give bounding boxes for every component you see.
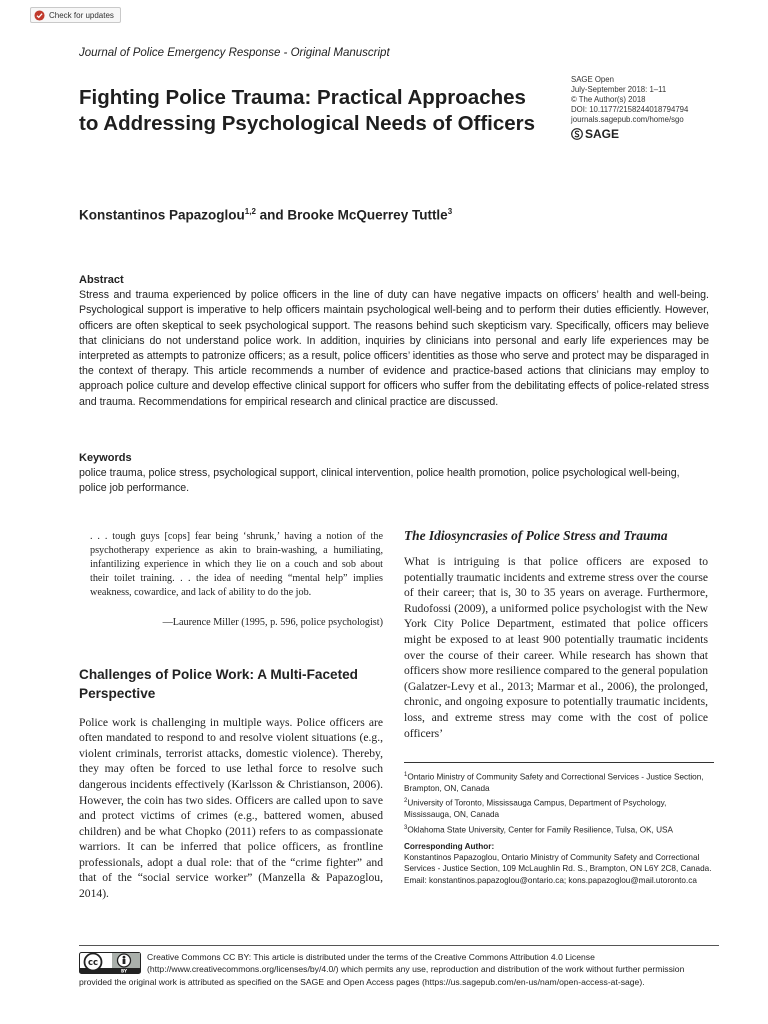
body-paragraph: Police work is challenging in multiple ways. Police officers are often mandated to respond to and resolve violent situations (e.g., violent criminals, terrorist attacks, domestic violence). Thereby, they may often be forced to use lethal force to resolve such dangerous incidents effectively (Karlsson & Christianson, 2006). However, the coin has two sides. Officers are called upon to save and protect victims of crimes (e.g., battered women, abused children) and be what Chopko (2011) refers to as compassionate warriors. It can be inferred that police officers, as frontline professionals, adopt a dual role: that of the “crime fighter” and that of the “social service worker” (Manzella & Papazoglou, 2014).: [79, 715, 383, 901]
author-name[interactable]: Konstantinos Papazoglou: [79, 207, 245, 223]
check-for-updates-badge[interactable]: [30, 7, 121, 23]
sage-logo-icon: [571, 128, 583, 140]
keywords-text: police trauma, police stress, psychological support, clinical intervention, police health promotion, police psychological well-being, police job performance.: [79, 467, 680, 495]
meta-journal: SAGE Open: [571, 75, 614, 84]
footnote-number: 2: [404, 798, 408, 805]
affiliation-footnote: [404, 770, 714, 794]
author-affiliation-marker: 3: [447, 207, 453, 216]
license-text: Creative Commons CC BY: This article is distributed under the terms of the Creative Commons Attribution 4.0 License (http://www.creativecommons.org/licenses/by/4.0/) which permits any use, reproduction and distribution of the work without further permission provided the original work is attributed as specified on the SAGE and Open Access pages (https://us.sagepub.com/en-us/nam/open-access-at-sage).: [79, 952, 685, 987]
corresponding-author-email[interactable]: Email: konstantinos.papazoglou@ontario.ca; kons.papazoglou@mail.utoronto.ca: [404, 875, 697, 885]
meta-issue: July-September 2018: 1–11: [571, 85, 667, 94]
corresponding-author-heading: Corresponding Author:: [404, 841, 495, 851]
footnote-text: University of Toronto, Mississauga Campus, Department of Psychology, Mississauga, ON, Canada: [404, 799, 667, 820]
footnote-number: 1: [404, 772, 408, 778]
check-updates-icon: [34, 10, 45, 21]
body-paragraph: What is intriguing is that police officers are exposed to potentially traumatic incidents and extreme stress over the course of their career; that is, 30 to 35 years on average. Furthermore, Rudofossi (2009), a uniformed police psychologist with the New York City Police Department, estimated that police officers might be exposed to at least 900 potentially traumatic incidents over the course of their career. While research has shown that officers show more resilience compared to the general population (Galatzer-Levy et al., 2013; Marmar et al., 2006), the prolonged, chronic, and ongoing exposure to potentially traumatic incidents, loss, and extreme stress may come with the cost of police officers’: [404, 555, 708, 740]
meta-copyright: © The Author(s) 2018: [571, 95, 646, 104]
creative-commons-by-icon: [79, 952, 141, 974]
right-column: [404, 527, 708, 741]
check-for-updates-label: Check for updates: [49, 10, 114, 20]
section-heading: The Idiosyncrasies of Police Stress and Trauma: [404, 528, 668, 543]
section-heading: Challenges of Police Work: A Multi-Faceted Perspective: [79, 666, 358, 701]
footnote-text: Oklahoma State University, Center for Family Resilience, Tulsa, OK, USA: [407, 825, 673, 835]
journal-line: Journal of Police Emergency Response - Original Manuscript: [79, 47, 390, 59]
left-column: [79, 530, 383, 902]
abstract-text: Stress and trauma experienced by police officers in the line of duty can have negative impacts on officers’ health and well-being. Psychological support is imperative to help officers maintain psychological well-being and to perform their duties efficiently. However, officers are often skeptical to seek psychological support. The reasons behind such skepticism vary. Specifically, officers may believe that clinicians do not understand police work. In addition, inquiries by clinicians into personal and early life experiences may be interpreted as attempts to patronize officers; as a result, police officers’ identities as those who serve and protect may be disparaged in the context of therapy. This article recommends a number of evidence and practice-based actions that clinicians may employ to approach police culture and develop effective clinical support for officers who suffer from the debilitating effects of police-related stress and trauma. Recommendations for empirical research and clinical practice are discussed.: [79, 289, 709, 408]
abstract-heading: Abstract: [79, 274, 124, 286]
sage-logo-text: SAGE: [585, 127, 620, 141]
svg-text:BY: BY: [121, 968, 127, 974]
sage-logo: [571, 128, 751, 140]
meta-doi[interactable]: DOI: 10.1177/2158244018794794: [571, 105, 689, 114]
meta-journal-url[interactable]: journals.sagepub.com/home/sgo: [571, 115, 684, 124]
epigraph-quote: . . . tough guys [cops] fear being ‘shrunk,’ having a notion of the psychotherapy experience as akin to brain-washing, a humiliating, infantilizing experience in which they lie on a couch and sob about their toilet training. . . the idea of needing “mental help” implies weakness, cowardice, and lack of ability to do the job.: [90, 531, 383, 598]
corresponding-author-text: Konstantinos Papazoglou, Ontario Ministry of Community Safety and Correctional Services - Justice Section, 109 McLaughlin Rd. S., Brampton, ON L6Y 2C8, Canada.: [404, 852, 712, 874]
article-title: Fighting Police Trauma: Practical Approaches to Addressing Psychological Needs of Officers: [79, 86, 536, 135]
license-notice: [79, 945, 719, 988]
author-line: [79, 207, 452, 223]
keywords-heading: Keywords: [79, 452, 132, 464]
keywords-section: [79, 451, 709, 497]
author-affiliation-marker: 1,2: [244, 207, 256, 216]
author-name[interactable]: Brooke McQuerrey Tuttle: [287, 207, 448, 223]
footnotes: [404, 762, 714, 886]
footnote-number: 3: [404, 824, 408, 831]
svg-text:cc: cc: [87, 958, 99, 969]
affiliation-footnote: [404, 796, 714, 820]
epigraph-citation: —Laurence Miller (1995, p. 596, police psychologist): [162, 616, 383, 628]
abstract-section: [79, 273, 709, 410]
affiliation-footnote: [404, 823, 714, 836]
author-connector: and: [255, 207, 288, 223]
footnote-text: Ontario Ministry of Community Safety and Correctional Services - Justice Section, Brampton, ON, Canada: [404, 772, 704, 794]
article-metadata: [571, 75, 751, 140]
